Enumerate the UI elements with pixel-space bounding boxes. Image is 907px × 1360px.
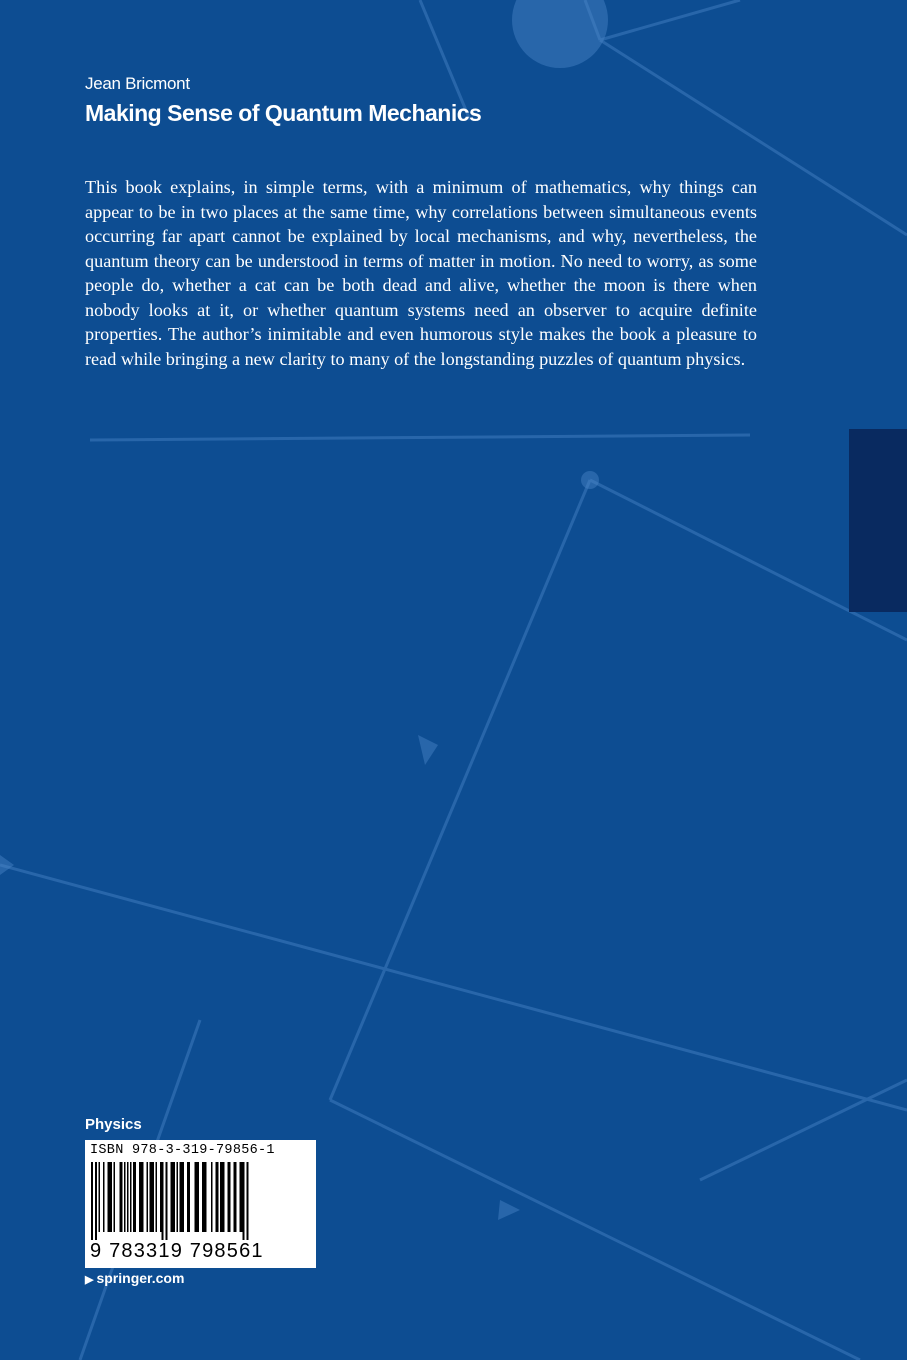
ean-digits: 9 783319 798561 [90,1240,264,1262]
triangle-right-icon: ▶ [85,1274,94,1286]
spine-color-tab [849,429,907,612]
publisher-url: springer.com [96,1270,185,1286]
author-name: Jean Bricmont [85,74,190,93]
book-description: This book explains, in simple terms, with a minimum of mathematics, why things can appear to be in two places at the same time, why correlations between simultaneous events occurring far apart cannot be explained by local mechanisms, and why, nevertheless, the quantum theory can be understood in terms of matter in motion. No need to worry, as some people do, whether a cat can be both dead and alive, whether the moon is there when nobody looks at it, or whether quantum systems need an observer to acquire definite properties. The author’s inimitable and even humorous style makes the book a pleasure to read while bringing a new clarity to many of the longstanding puzzles of quantum physics. [85,177,757,369]
publisher-link[interactable] [85,1270,184,1286]
barcode-bars [89,1162,311,1240]
isbn-barcode [85,1140,316,1268]
isbn-label: ISBN 978-3-319-79856-1 [90,1143,275,1158]
book-title: Making Sense of Quantum Mechanics [85,100,482,126]
subject-category: Physics [85,1116,142,1133]
